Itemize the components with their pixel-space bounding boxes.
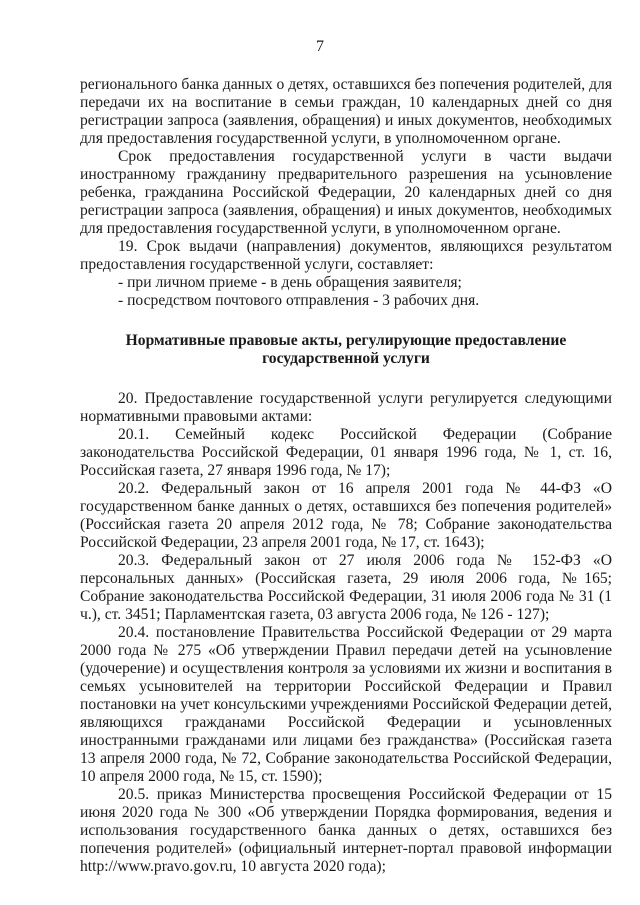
list-item-personal: - при личном приеме - в день обращения заявителя; <box>118 274 462 291</box>
paragraph-20-1: 20.1. Семейный кодекс Российской Федерации (Собрание законодательства Российской Федерации, 01 января 1996 года, № 1, ст. 16, Российская газета, 27 января 1996 года, № 17); <box>80 426 612 479</box>
paragraph-foreign-citizen-term: Срок предоставления государственной услуги в части выдачи иностранному гражданину предварительного разрешения на усыновление ребенка, гражданина Российской Федерации, 20 календарных дней со дня регистрации запроса (заявления, обращения) и иных документов, необходимых для предоставления государственной услуги, в уполномоченном органе. <box>80 148 612 237</box>
paragraph-20-4: 20.4. постановление Правительства Российской Федерации от 29 марта 2000 года № 275 «Об утверждении Правил передачи детей на усыновление (удочерение) и осуществления контроля за условиями их жизни и воспитания в семьях усыновителей на территории Российской Федерации и Правил постановки на учет консульскими учреждениями Российской Федерации детей, являющихся гражданами Российской Федерации и усыновленных иностранными гражданами или лицами без гражданства» (Российская газета 13 апреля 2000 года, № 72, Собрание законодательства Российской Федерации, 10 апреля 2000 года, № 15, ст. 1590); <box>80 624 612 785</box>
list-item-postal: - посредством почтового отправления - 3 рабочих дня. <box>118 292 480 309</box>
paragraph-20: 20. Предоставление государственной услуги регулируется следующими нормативными правовыми актами: <box>80 390 612 425</box>
paragraph-20-5: 20.5. приказ Министерства просвещения Российской Федерации от 15 июня 2020 года № 300 «Об утверждении Порядка формирования, ведения и использования государственного банка данных о детях, оставшихся без попечения родителей» (официальный интернет-портал правовой информации http://www.pravo.gov.ru, 10 августа 2020 года); <box>80 786 612 875</box>
section-heading-line-1: Нормативные правовые акты, регулирующие предоставление <box>125 332 567 349</box>
paragraph-20-2: 20.2. Федеральный закон от 16 апреля 2001 года № 44-ФЗ «О государственном банке данных о детях, оставшихся без попечения родителей» (Российская газета 20 апреля 2012 года, № 78; Собрание законодательства Российской Федерации, 23 апреля 2001 года, № 17, ст. 1643); <box>80 480 612 551</box>
paragraph-19: 19. Срок выдачи (направления) документов, являющихся результатом предоставления государственной услуги, составляет: <box>80 238 612 273</box>
section-heading-line-2: государственной услуги <box>262 350 430 367</box>
document-body <box>80 76 612 876</box>
page-number: 7 <box>316 38 324 55</box>
paragraph-20-3: 20.3. Федеральный закон от 27 июля 2006 года № 152-ФЗ «О персональных данных» (Российская газета, 29 июля 2006 года, №165; Собрание законодательства Российской Федерации, 31 июля 2006 года № 31 (1 ч.), ст. 3451; Парламентская газета, 03 августа 2006 года, № 126 - 127); <box>80 552 612 623</box>
section-heading <box>80 332 612 368</box>
paragraph-regional-bank: регионального банка данных о детях, оставшихся без попечения родителей, для передачи их на воспитание в семьи граждан, 10 календарных дней со дня регистрации запроса (заявления, обращения) и иных документов, необходимых для предоставления государственной услуги, в уполномоченном органе. <box>80 76 612 147</box>
